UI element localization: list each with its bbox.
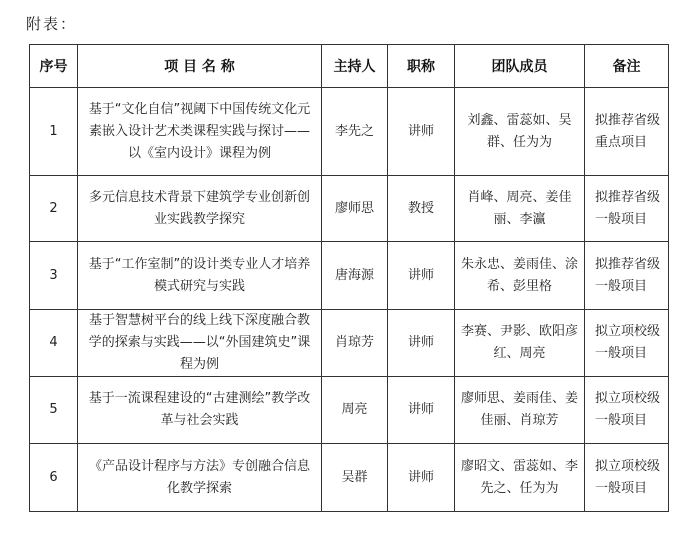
cell-seq: 4 — [30, 310, 78, 377]
header-team: 团队成员 — [455, 45, 585, 88]
cell-title: 多元信息技术背景下建筑学专业创新创业实践教学探究 — [78, 176, 322, 242]
cell-rank: 教授 — [388, 176, 455, 242]
cell-rank: 讲师 — [388, 377, 455, 444]
cell-seq: 2 — [30, 176, 78, 242]
cell-note: 拟推荐省级一般项目 — [585, 242, 669, 310]
cell-team: 廖昭文、雷蕊如、李先之、任为为 — [455, 444, 585, 512]
cell-seq: 6 — [30, 444, 78, 512]
cell-team: 肖峰、周亮、姜佳丽、李瀛 — [455, 176, 585, 242]
cell-rank: 讲师 — [388, 444, 455, 512]
cell-rank: 讲师 — [388, 88, 455, 176]
table-row — [30, 310, 669, 377]
cell-host: 肖琼芳 — [322, 310, 388, 377]
cell-host: 周亮 — [322, 377, 388, 444]
table-header-row — [30, 45, 669, 88]
cell-rank: 讲师 — [388, 242, 455, 310]
cell-note: 拟立项校级一般项目 — [585, 377, 669, 444]
cell-note: 拟立项校级一般项目 — [585, 444, 669, 512]
cell-title: 《产品设计程序与方法》专创融合信息化教学探索 — [78, 444, 322, 512]
cell-host: 唐海源 — [322, 242, 388, 310]
cell-title: 基于“工作室制”的设计类专业人才培养模式研究与实践 — [78, 242, 322, 310]
cell-rank: 讲师 — [388, 310, 455, 377]
cell-seq: 5 — [30, 377, 78, 444]
cell-host: 李先之 — [322, 88, 388, 176]
table-row — [30, 242, 669, 310]
cell-team: 李赛、尹影、欧阳彦红、周亮 — [455, 310, 585, 377]
table-row — [30, 377, 669, 444]
cell-note: 拟推荐省级重点项目 — [585, 88, 669, 176]
header-seq: 序号 — [30, 45, 78, 88]
cell-note: 拟推荐省级一般项目 — [585, 176, 669, 242]
header-rank: 职称 — [388, 45, 455, 88]
table-row — [30, 88, 669, 176]
cell-note: 拟立项校级一般项目 — [585, 310, 669, 377]
cell-title: 基于智慧树平台的线上线下深度融合教学的探索与实践——以“外国建筑史”课程为例 — [78, 310, 322, 377]
cell-team: 朱永忠、姜雨佳、涂希、彭里格 — [455, 242, 585, 310]
cell-team: 刘鑫、雷蕊如、吴群、任为为 — [455, 88, 585, 176]
project-table — [29, 44, 669, 512]
cell-team: 廖师思、姜雨佳、姜佳丽、肖琼芳 — [455, 377, 585, 444]
cell-title: 基于“文化自信”视阈下中国传统文化元素嵌入设计艺术类课程实践与探讨——以《室内设计》课程为例 — [78, 88, 322, 176]
cell-seq: 3 — [30, 242, 78, 310]
table-row — [30, 176, 669, 242]
cell-host: 吴群 — [322, 444, 388, 512]
header-host: 主持人 — [322, 45, 388, 88]
header-note: 备注 — [585, 45, 669, 88]
cell-host: 廖师思 — [322, 176, 388, 242]
table-row — [30, 444, 669, 512]
cell-seq: 1 — [30, 88, 78, 176]
header-title: 项 目 名 称 — [78, 45, 322, 88]
cell-title: 基于一流课程建设的“古建测绘”教学改革与社会实践 — [78, 377, 322, 444]
appendix-label: 附表： — [26, 15, 78, 33]
